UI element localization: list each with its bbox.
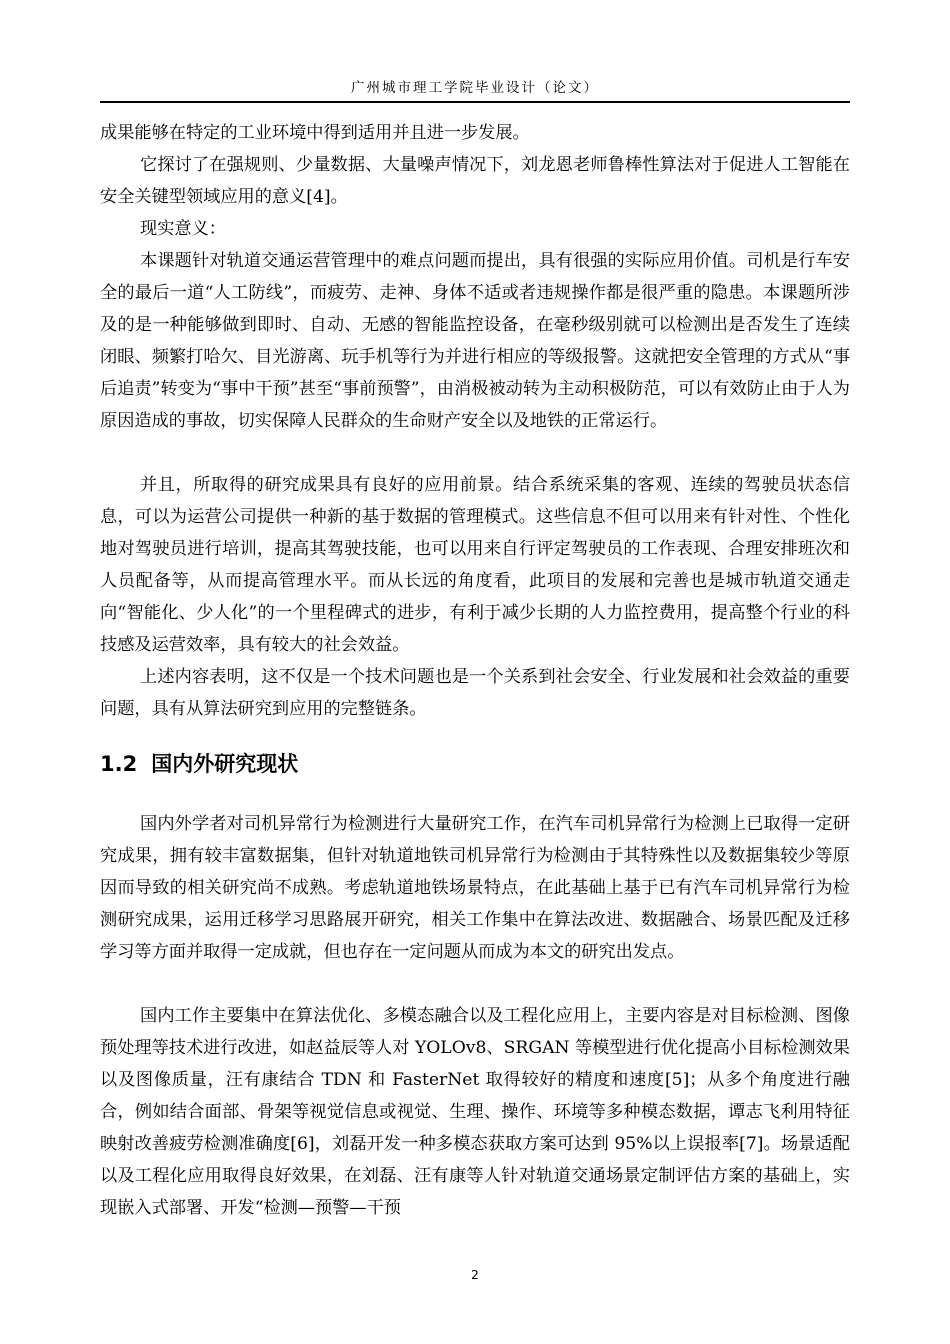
header-rule — [100, 101, 850, 103]
paragraph-research-overview: 国内外学者对司机异常行为检测进行大量研究工作，在汽车司机异常行为检测上已取得一定研究成果，拥有较丰富数据集，但针对轨道地铁司机异常行为检测由于其特殊性以及数据集较少等原因而导致的相关研究尚不成熟。考虑轨道地铁场景特点，在此基础上基于已有汽车司机异常行为检测研究成果，运用迁移学习思路展开研究，相关工作集中在算法改进、数据融合、场景匹配及迁移学习等方面并取得一定成就，但也存在一定问题从而成为本文的研究出发点。 — [100, 814, 850, 962]
paragraph-robustness: 它探讨了在强规则、少量数据、大量噪声情况下，刘龙恩老师鲁棒性算法对于促进人工智能在安全关键型领域应用的意义[4]。 — [100, 155, 850, 207]
paragraph-application-prospects: 并且，所取得的研究成果具有良好的应用前景。结合系统采集的客观、连续的驾驶员状态信息，可以为运营公司提供一种新的基于数据的管理模式。这些信息不但可以用来有针对性、个性化地对驾驶员进行培训，提高其驾驶技能，也可以用来自行评定驾驶员的工作表现、合理安排班次和人员配备等，从而提高管理水平。而从长远的角度看，此项目的发展和完善也是城市轨道交通走向“智能化、少人化”的一个里程碑式的进步，有利于减少长期的人力监控费用，提高整个行业的科技感及运营效率，具有较大的社会效益。 — [100, 475, 850, 655]
paragraph-practical-value: 本课题针对轨道交通运营管理中的难点问题而提出，具有很强的实际应用价值。司机是行车安全的最后一道“人工防线”，而疲劳、走神、身体不适或者违规操作都是很严重的隐患。本课题所涉及的是一种能够做到即时、自动、无感的智能监控设备，在毫秒级别就可以检测出是否发生了连续闭眼、频繁打哈欠、目光游离、玩手机等行为并进行相应的等级报警。这就把安全管理的方式从“事后追责”转变为“事中干预”甚至“事前预警”，由消极被动转为主动积极防范，可以有效防止由于人为原因造成的事故，切实保障人民群众的生命财产安全以及地铁的正常运行。 — [100, 251, 850, 431]
paragraph-practical-significance-label: 现实意义： — [140, 219, 226, 239]
section-title: 国内外研究现状 — [151, 752, 299, 776]
running-header: 广州城市理工学院毕业设计（论文） — [351, 80, 599, 96]
paragraph-summary: 上述内容表明，这不仅是一个技术问题也是一个关系到社会安全、行业发展和社会效益的重要问题，具有从算法研究到应用的完整链条。 — [100, 667, 850, 719]
section-number: 1.2 — [100, 752, 138, 776]
section-heading — [100, 746, 298, 782]
page-number: 2 — [471, 1268, 479, 1282]
paragraph-domestic-work: 国内工作主要集中在算法优化、多模态融合以及工程化应用上，主要内容是对目标检测、图像预处理等技术进行改进，如赵益辰等人对 YOLOv8、SRGAN 等模型进行优化提高小目标检测效果以及图像质量，汪有康结合 TDN 和 FasterNet 取得较好的精度和速度[5]；从多个角度进行融合，例如结合面部、骨架等视觉信息或视觉、生理、操作、环境等多种模态数据，谭志飞利用特征映射改善疲劳检测准确度[6]，刘磊开发一种多模态获取方案可达到 95%以上误报率[7]。场景适配以及工程化应用取得良好效果，在刘磊、汪有康等人针对轨道交通场景定制评估方案的基础上，实现嵌入式部署、开发“检测—预警—干预 — [100, 1006, 850, 1218]
paragraph-continuation: 成果能够在特定的工业环境中得到适用并且进一步发展。 — [100, 123, 530, 143]
